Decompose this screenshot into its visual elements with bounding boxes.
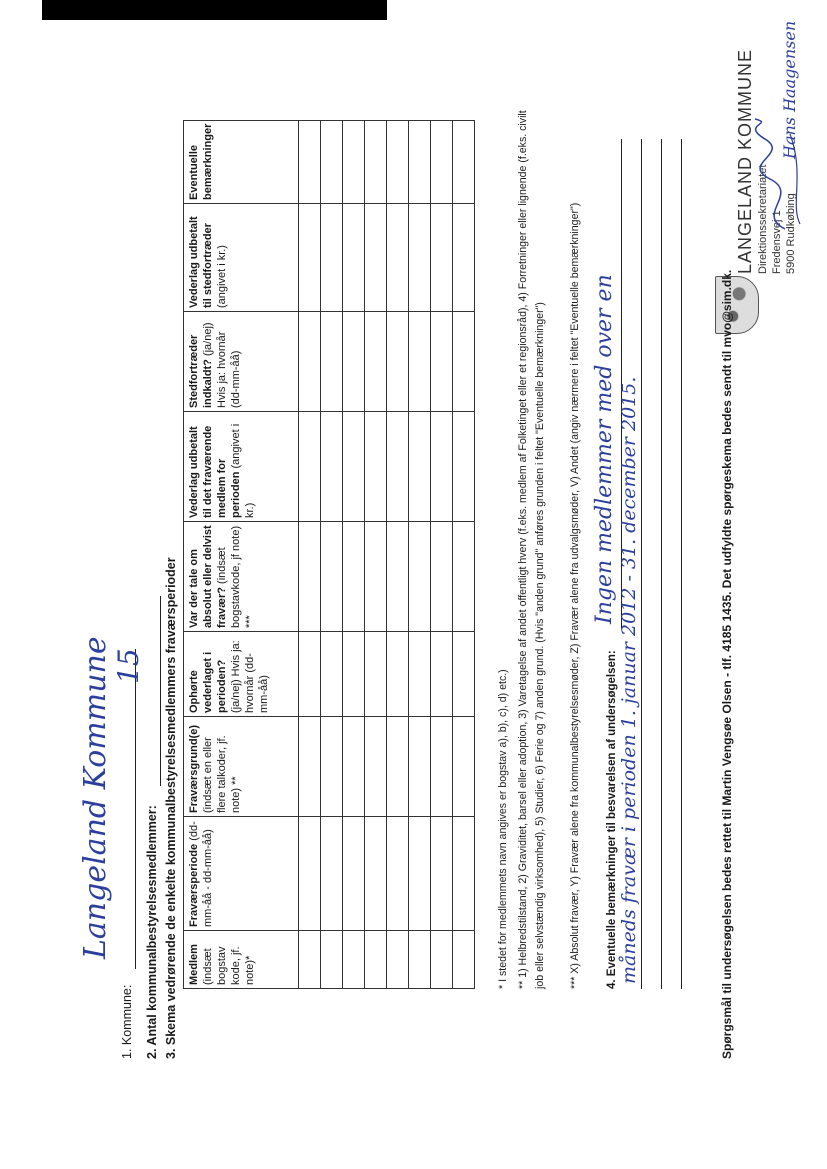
header-vederlag-medlem: Vederlag udbetalt til det fraværende medlem for perioden (angivet i kr.) [184,412,299,522]
question-2-underline [160,596,161,786]
footnote-3: *** X) Absolut fravær, Y) Fravær alene fra kommunalbestyrelsesmøder, Z) Fravær alene fra udvalgsmøder, V) Andet (angiv nærmere i feltet "Eventuelle bemærkninger") [569,202,581,989]
footnote-1: * I stedet for medlemmets navn angives er bogstav a), b), c), d) etc.) [497,669,509,989]
question-2-label: 2. Antal kommunalbestyrelsesmedlemmer: [145,805,159,1059]
table-row [321,120,343,988]
footnote-2: ** 1) Helbredstilstand, 2) Graviditet, barsel eller adoption, 3) Varetagelse af andet offentligt hverv (f.eks. medlem af Folketinget eller et regionsråd), 4) Forretninger eller lignende (f.eks. civilt job eller selvstændig virksomhed), 5) Studier, 6) Ferie og 7) anden grund. (Hvis "anden grund" anføres grunden i feltet "Eventuelle bemærkninger") [517,110,546,989]
question-4-answer-line-2: måneds fravær i perioden 1. januar 2012 - 31. december 2015. [618,376,640,984]
stamp-department: Direktionssekretariatet [757,164,769,274]
question-4-label: 4. Eventuelle bemærkninger til besvarelsen af undersøgelsen: [606,650,618,989]
header-fravaersperiode: Fraværsperiode (dd-mm-åå - dd-mm-åå) [184,817,299,931]
stamp-city: 5900 Rudkøbing [785,193,797,274]
header-fravaersgrund: Fraværsgrund(e) (indsæt en eller flere talkoder, jf. note) ** [184,717,299,817]
signature-mark [745,114,810,234]
footer-contact-text: Spørgsmål til undersøgelsen bedes rettet til Martin Vengsøe Olsen - tlf. 4185 1435. Det udfyldte spørgeskema bedes sendt til mvo@sim.dk. [720,269,734,1059]
question-4-answer-line-1: Ingen medlemmer med over en [592,274,617,624]
table-row [387,120,409,988]
header-fravaer-type: Var der tale om absolut eller delvist fravær? (indsæt bogstavkode, jf note) *** [184,522,299,632]
question-2-value: 15 [112,648,145,684]
question-1-value: Langeland Kommune [78,636,113,959]
question-1-underline [135,649,136,969]
table-row [365,120,387,988]
table-header-row [184,120,299,988]
header-stedfortraeder: Stedfortræder indkaldt? (ja/nej) Hvis ja: hvornår (dd-mm-åå) [184,312,299,412]
table-row [409,120,431,988]
stamp-street: Fredensvej 1 [771,210,783,274]
question-1-label: 1. Kommune: [120,984,134,1059]
header-medlem: Medlem (indsæt bogstav kode, jf. note)* [184,931,299,989]
header-bemaerkninger: Eventuelle bemærkninger [184,120,299,203]
handwritten-signature: Hans Haagensen [780,20,799,159]
header-ophoerte-vederlaget: Ophørte vederlaget i perioden? (ja/nej) Hvis ja: hvornår (dd-mm-åå) [184,632,299,717]
header-vederlag-stedfortraeder: Vederlag udbetalt til stedfortræder (angivet i kr.) [184,204,299,312]
table-row [299,120,321,988]
stamp-municipality-name: LANGELAND KOMMUNE [735,48,755,274]
question-3-label: 3. Skema vedrørende de enkelte kommunalbestyrelsesmedlemmers fraværsperioder [164,557,178,1059]
absence-table [183,120,475,989]
table-row [453,120,475,988]
table-row [431,120,453,988]
table-row [343,120,365,988]
